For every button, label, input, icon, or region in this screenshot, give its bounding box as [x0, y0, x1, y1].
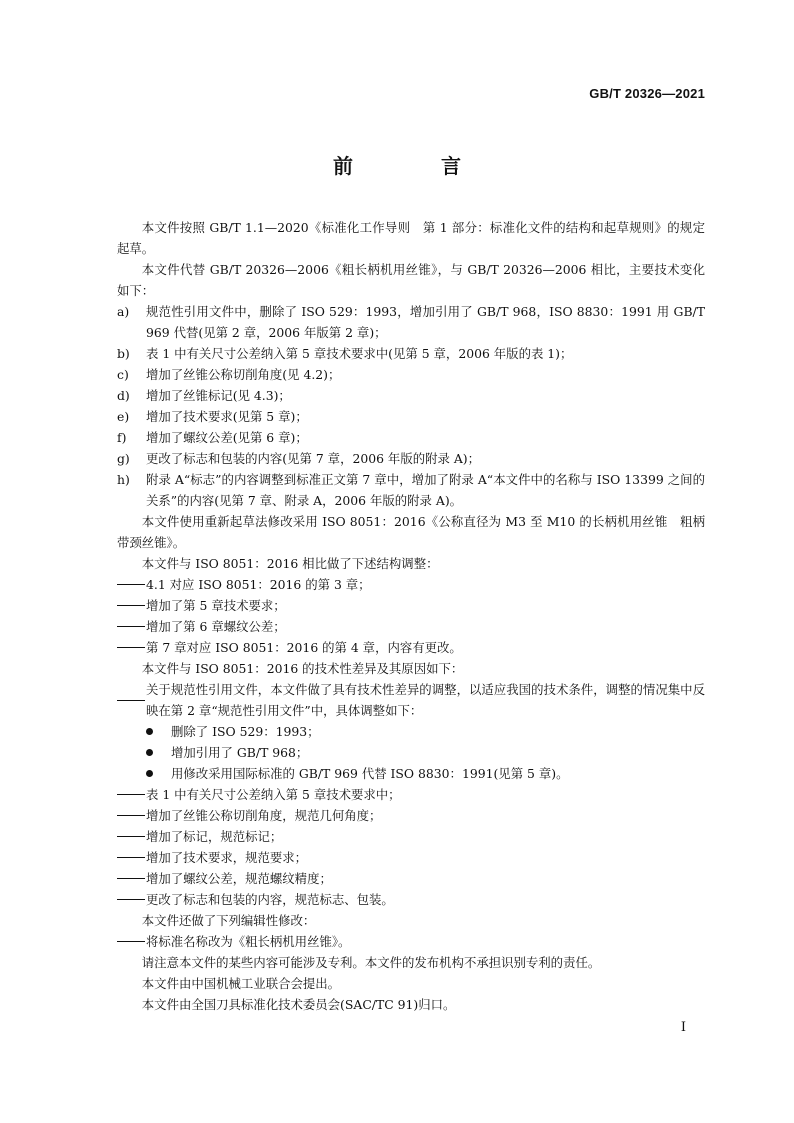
bullet-item	[117, 721, 705, 742]
item-text: 增加了丝锥公称切削角度(见 4.2)；	[146, 367, 341, 382]
item-label: h)	[117, 472, 130, 487]
dash-marker	[117, 805, 146, 826]
standard-number: GB/T 20326—2021	[589, 86, 705, 101]
item-text: 增加了技术要求(见第 5 章)；	[146, 409, 308, 424]
page-title: 前 言	[333, 154, 495, 178]
item-label: e)	[117, 409, 130, 424]
dash-item	[117, 889, 705, 910]
dash-text: 增加了丝锥公称切削角度，规范几何角度；	[146, 808, 382, 823]
item-text: 附录 A“标志”的内容调整到标准正文第 7 章中，增加了附录 A“本文件中的名称与 ISO 13399 之间的关系”的内容(见第 7 章、附录 A，2006 年版的附录 A)。	[146, 472, 705, 508]
dash-text: 增加了标记，规范标记；	[146, 829, 283, 844]
dash-marker	[117, 595, 146, 616]
item-label: d)	[117, 388, 130, 403]
item-text: 表 1 中有关尺寸公差纳入第 5 章技术要求中(见第 5 章，2006 年版的表 1)；	[146, 346, 573, 361]
paragraph: 本文件由中国机械工业联合会提出。	[141, 976, 341, 991]
item-text: 规范性引用文件中，删除了 ISO 529：1993，增加引用了 GB/T 968，ISO 8830：1991 用 GB/T 969 代替(见第 2 章，2006 年版第 2 章)；	[146, 304, 705, 340]
dash-item	[117, 784, 705, 805]
paragraph: 本文件与 ISO 8051：2016 相比做了下述结构调整：	[141, 556, 439, 571]
list-item	[117, 364, 705, 385]
paragraph: 本文件与 ISO 8051：2016 的技术性差异及其原因如下：	[141, 661, 464, 676]
item-label: b)	[117, 346, 130, 361]
dash-text: 增加了技术要求，规范要求；	[146, 850, 308, 865]
dash-marker	[117, 889, 146, 910]
list-item	[117, 469, 705, 511]
changes-list	[117, 301, 705, 511]
dash-text: 将标准名称改为《粗长柄机用丝锥》。	[146, 934, 351, 949]
dash-item	[117, 868, 705, 889]
dash-text: 表 1 中有关尺寸公差纳入第 5 章技术要求中；	[146, 787, 401, 802]
dash-item	[117, 637, 705, 658]
dash-item	[117, 931, 705, 952]
dash-text: 第 7 章对应 ISO 8051：2016 的第 4 章，内容有更改。	[146, 640, 462, 655]
dash-marker	[117, 784, 146, 805]
dash-text: 更改了标志和包装的内容，规范标志、包装。	[146, 892, 394, 907]
dash-text: 增加了螺纹公差，规范螺纹精度；	[146, 871, 332, 886]
dash-item	[117, 679, 705, 721]
list-item	[117, 343, 705, 364]
item-text: 更改了标志和包装的内容(见第 7 章，2006 年版的附录 A)；	[146, 451, 480, 466]
paragraph: 本文件由全国刀具标准化技术委员会(SAC/TC 91)归口。	[141, 997, 456, 1012]
dash-marker	[117, 637, 146, 658]
dash-marker	[117, 826, 146, 847]
list-item	[117, 301, 705, 343]
dash-item	[117, 805, 705, 826]
list-item	[117, 385, 705, 406]
dash-item	[117, 574, 705, 595]
item-text: 增加了丝锥标记(见 4.3)；	[146, 388, 291, 403]
item-label: f)	[117, 430, 127, 445]
item-label: g)	[117, 451, 130, 466]
list-item	[117, 406, 705, 427]
bullet-dot-icon	[146, 742, 171, 763]
dash-text: 增加了第 5 章技术要求；	[146, 598, 286, 613]
paragraph: 本文件还做了下列编辑性修改：	[141, 913, 316, 928]
bullet-text: 用修改采用国际标准的 GB/T 969 代替 ISO 8830：1991(见第 5 章)。	[171, 766, 569, 781]
dash-item	[117, 847, 705, 868]
dash-marker	[117, 574, 146, 595]
dash-marker	[117, 847, 146, 868]
item-label: a)	[117, 304, 130, 319]
page-number: I	[680, 1020, 686, 1035]
bullet-item	[117, 763, 705, 784]
dash-text: 4.1 对应 ISO 8051：2016 的第 3 章；	[146, 577, 371, 592]
dash-marker	[117, 868, 146, 889]
dash-text: 关于规范性引用文件，本文件做了具有技术性差异的调整，以适应我国的技术条件，调整的情况集中反映在第 2 章“规范性引用文件”中，具体调整如下：	[146, 682, 705, 718]
foreword-body	[117, 217, 705, 1015]
dash-text: 增加了第 6 章螺纹公差；	[146, 619, 286, 634]
bullet-text: 删除了 ISO 529：1993；	[171, 724, 320, 739]
dash-item	[117, 826, 705, 847]
dash-item	[117, 616, 705, 637]
item-label: c)	[117, 367, 129, 382]
bullet-text: 增加引用了 GB/T 968；	[171, 745, 309, 760]
dash-marker	[117, 679, 146, 721]
paragraph: 本文件按照 GB/T 1.1—2020《标准化工作导则 第 1 部分：标准化文件的结构和起草规则》的规定起草。	[117, 220, 705, 256]
item-text: 增加了螺纹公差(见第 6 章)；	[146, 430, 308, 445]
paragraph: 本文件使用重新起草法修改采用 ISO 8051：2016《公称直径为 M3 至 M10 的长柄机用丝锥 粗柄带颈丝锥》。	[117, 514, 705, 550]
bullet-dot-icon	[146, 721, 171, 742]
dash-marker	[117, 931, 146, 952]
bullet-dot-icon	[146, 763, 171, 784]
dash-item	[117, 595, 705, 616]
list-item	[117, 427, 705, 448]
bullet-item	[117, 742, 705, 763]
paragraph: 请注意本文件的某些内容可能涉及专利。本文件的发布机构不承担识别专利的责任。	[141, 955, 601, 970]
paragraph: 本文件代替 GB/T 20326—2006《粗长柄机用丝锥》，与 GB/T 20326—2006 相比，主要技术变化如下：	[117, 262, 705, 298]
list-item	[117, 448, 705, 469]
dash-marker	[117, 616, 146, 637]
